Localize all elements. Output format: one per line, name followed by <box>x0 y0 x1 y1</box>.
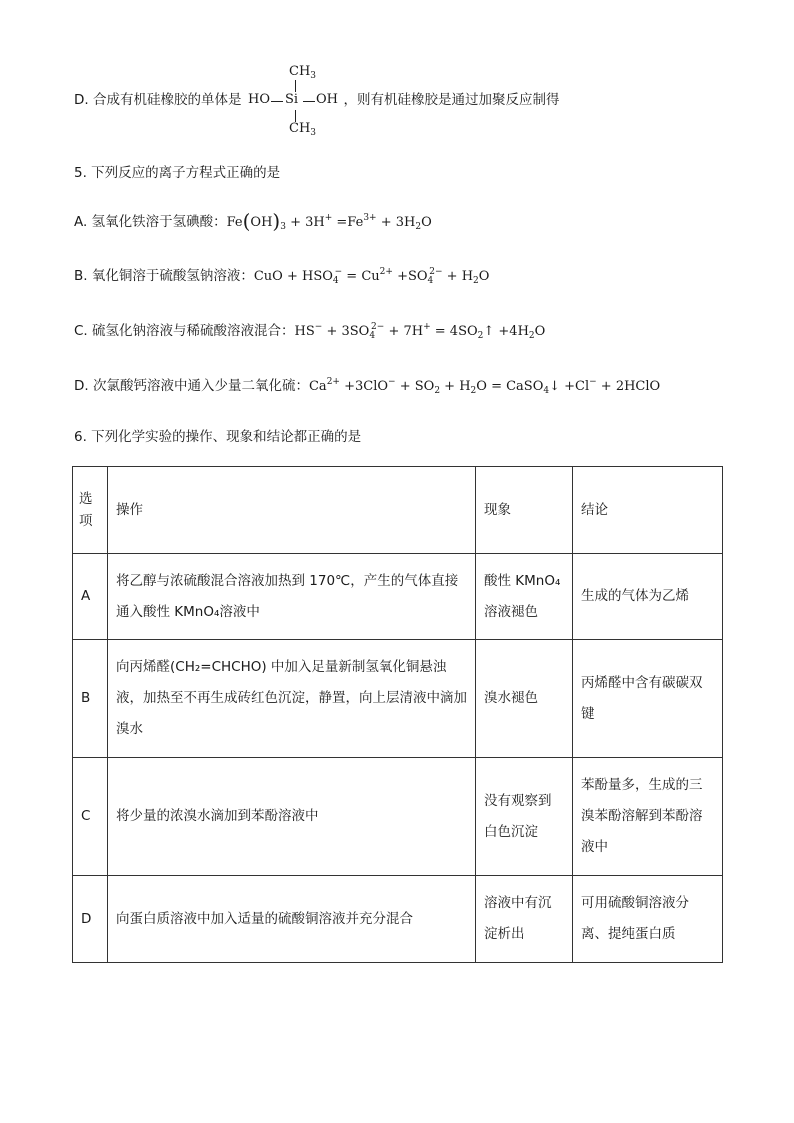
row-d-phenomenon: 溶液中有沉淀析出 <box>476 876 573 963</box>
row-c-operation: 将少量的浓溴水滴加到苯酚溶液中 <box>108 758 476 876</box>
q5-option-c <box>74 321 545 342</box>
hydroxyl-right: OH <box>316 92 338 107</box>
q4-option-d-prefix: D. 合成有机硅橡胶的单体是 <box>74 92 242 108</box>
row-b-option: B <box>73 640 108 758</box>
bond-top <box>295 80 296 92</box>
equation-a: $Fe(OH)_3 + 3H^+ =Fe^{3+} + 3H_2O$ <box>226 209 432 233</box>
q5-option-d <box>74 376 660 397</box>
row-c-phenomenon: 没有观察到白色沉淀 <box>476 758 573 876</box>
methyl-bottom: $CH_3$ <box>289 121 317 138</box>
q5-option-c-label: C. 硫氢化钠溶液与稀硫酸溶液混合： <box>74 323 295 339</box>
q6-stem: 6. 下列化学实验的操作、现象和结论都正确的是 <box>74 429 362 445</box>
equation-b: CuO + $HSO_4^- = Cu^{2+} +SO_4^{2-} + H_2O$ <box>253 267 490 286</box>
row-b-operation: 向丙烯醛(CH₂=CHCHO) 中加入足量新制氢氧化铜悬浊液，加热至不再生成砖红色沉淀，静置，向上层清液中滴加溴水 <box>108 640 476 758</box>
methyl-top: $CH_3$ <box>289 64 317 81</box>
experiment-table <box>72 466 723 963</box>
q5-stem: 5. 下列反应的离子方程式正确的是 <box>74 165 281 181</box>
q5-option-d-label: D. 次氯酸钙溶液中通入少量二氧化硫： <box>74 378 309 394</box>
silicon-atom: Si <box>285 92 299 107</box>
table-header-row <box>73 467 723 554</box>
row-a-option: A <box>73 554 108 640</box>
equation-d: $Ca^{2+} +3ClO^- + SO_2 + H_2O$ = CaSO$_4$↓ +Cl− + 2HClO <box>308 377 661 396</box>
header-operation: 操作 <box>108 467 476 554</box>
row-a-conclusion: 生成的气体为乙烯 <box>573 554 723 640</box>
row-c-option: C <box>73 758 108 876</box>
row-d-operation: 向蛋白质溶液中加入适量的硫酸铜溶液并充分混合 <box>108 876 476 963</box>
q5-option-b <box>74 266 489 287</box>
row-b-conclusion: 丙烯醛中含有碳碳双键 <box>573 640 723 758</box>
table-row <box>73 758 723 876</box>
row-a-operation: 将乙醇与浓硫酸混合溶液加热到 170℃，产生的气体直接通入酸性 KMnO₄溶液中 <box>108 554 476 640</box>
bond-left <box>271 101 283 102</box>
q5-option-b-label: B. 氧化铜溶于硫酸氢钠溶液： <box>74 268 254 284</box>
table-row <box>73 640 723 758</box>
header-option: 选项 <box>73 467 108 554</box>
row-a-phenomenon: 酸性 KMnO₄ 溶液褪色 <box>476 554 573 640</box>
bond-right <box>303 101 315 102</box>
silanediol-structure <box>248 62 348 140</box>
table-row <box>73 876 723 963</box>
hydroxyl-left: HO <box>248 92 270 107</box>
q5-option-a-label: A. 氢氧化铁溶于氢碘酸： <box>74 214 227 230</box>
q4-option-d-suffix: ，则有机硅橡胶是通过加聚反应制得 <box>343 92 560 108</box>
row-d-option: D <box>73 876 108 963</box>
row-b-phenomenon: 溴水褪色 <box>476 640 573 758</box>
row-d-conclusion: 可用硫酸铜溶液分离、提纯蛋白质 <box>573 876 723 963</box>
equation-c: $HS^- + 3SO_4^{2-} + 7H^+$ = $4SO_2↑ +4H_2O$ <box>294 322 546 341</box>
header-phenomenon: 现象 <box>476 467 573 554</box>
table-row <box>73 554 723 640</box>
q5-option-a <box>74 209 432 233</box>
header-conclusion: 结论 <box>573 467 723 554</box>
row-c-conclusion: 苯酚量多，生成的三溴苯酚溶解到苯酚溶液中 <box>573 758 723 876</box>
